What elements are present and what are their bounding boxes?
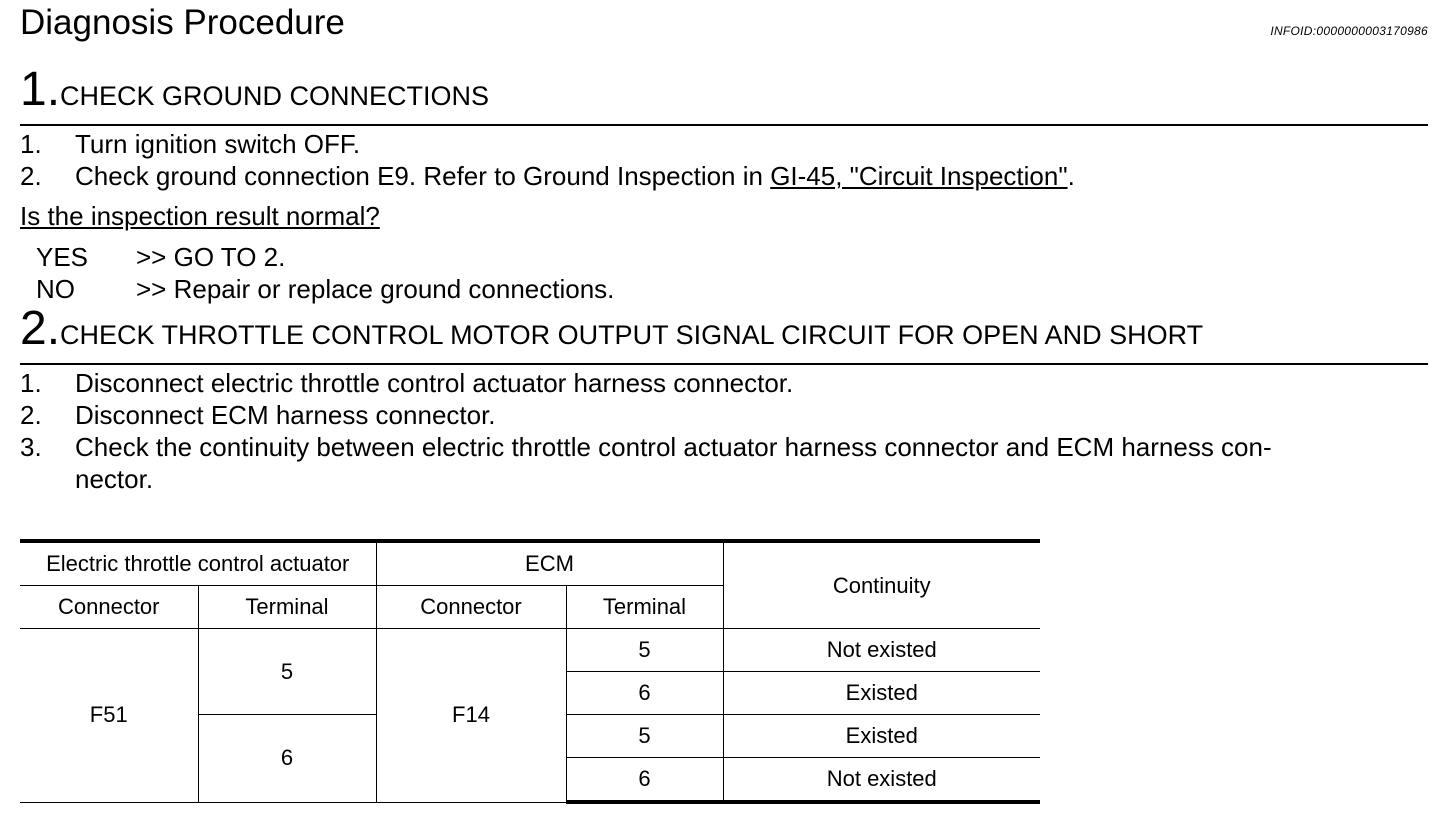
circuit-inspection-link[interactable]: GI-45, "Circuit Inspection": [770, 161, 1068, 191]
item-text-end: .: [1067, 161, 1075, 191]
ecm-terminal: 5: [566, 629, 723, 672]
header-actuator: Electric throttle control actuator: [20, 541, 376, 586]
divider: [20, 363, 1428, 365]
actuator-terminal: 5: [198, 629, 376, 715]
item-number: 1.: [20, 368, 42, 398]
step-title: CHECK THROTTLE CONTROL MOTOR OUTPUT SIGNAL CIRCUIT FOR OPEN AND SHORT: [60, 320, 1204, 350]
table-row: [20, 629, 1040, 672]
list-item: [20, 431, 1272, 463]
list-item: [20, 399, 496, 431]
item-number: 2.: [20, 161, 42, 191]
answer-yes: [36, 241, 285, 273]
actuator-terminal: 6: [198, 715, 376, 803]
list-item: [20, 160, 1075, 192]
item-number: 2.: [20, 400, 42, 430]
item-number: 1.: [20, 129, 42, 159]
divider: [20, 124, 1428, 126]
step-number: 2.: [20, 302, 61, 355]
answer-key: YES: [36, 242, 89, 272]
step-1-heading: [20, 63, 490, 116]
list-item: [20, 128, 360, 160]
inspection-question: Is the inspection result normal?: [20, 201, 380, 231]
item-number: 3.: [20, 432, 42, 462]
info-id: INFOID:0000000003170986: [1270, 24, 1428, 38]
item-text: Turn ignition switch OFF.: [75, 129, 361, 159]
continuity-result: Not existed: [723, 629, 1040, 672]
item-text: Disconnect ECM harness connector.: [75, 400, 496, 430]
continuity-result: Not existed: [723, 758, 1040, 803]
answer-key: NO: [36, 274, 75, 304]
header-ecm: ECM: [376, 541, 723, 586]
item-text: Check the continuity between electric throttle control actuator harness connector and ECM harness con-: [75, 432, 1272, 462]
ecm-terminal: 6: [566, 758, 723, 803]
subheader-cell: Terminal: [198, 586, 376, 629]
subheader-cell: Connector: [20, 586, 198, 629]
continuity-result: Existed: [723, 672, 1040, 715]
step-2-heading: [20, 302, 1204, 355]
ecm-connector: F14: [376, 629, 566, 803]
page-title: Diagnosis Procedure: [20, 3, 345, 42]
subheader-cell: Terminal: [566, 586, 723, 629]
item-text-continued: nector.: [75, 464, 154, 494]
table-header-row: [20, 541, 1040, 586]
subheader-cell: Connector: [376, 586, 566, 629]
item-text: Check ground connection E9. Refer to Ground Inspection in: [75, 161, 771, 191]
header-continuity: Continuity: [723, 541, 1040, 629]
continuity-result: Existed: [723, 715, 1040, 758]
answer-value: >> GO TO 2.: [136, 242, 286, 272]
list-item: [20, 367, 793, 399]
actuator-connector: F51: [20, 629, 198, 803]
answer-no: [36, 273, 614, 305]
continuity-table: [20, 539, 1040, 804]
step-number: 1.: [20, 63, 61, 116]
ecm-terminal: 6: [566, 672, 723, 715]
ecm-terminal: 5: [566, 715, 723, 758]
answer-value: >> Repair or replace ground connections.: [136, 274, 615, 304]
item-text: Disconnect electric throttle control actuator harness connector.: [75, 368, 794, 398]
step-title: CHECK GROUND CONNECTIONS: [60, 81, 490, 111]
